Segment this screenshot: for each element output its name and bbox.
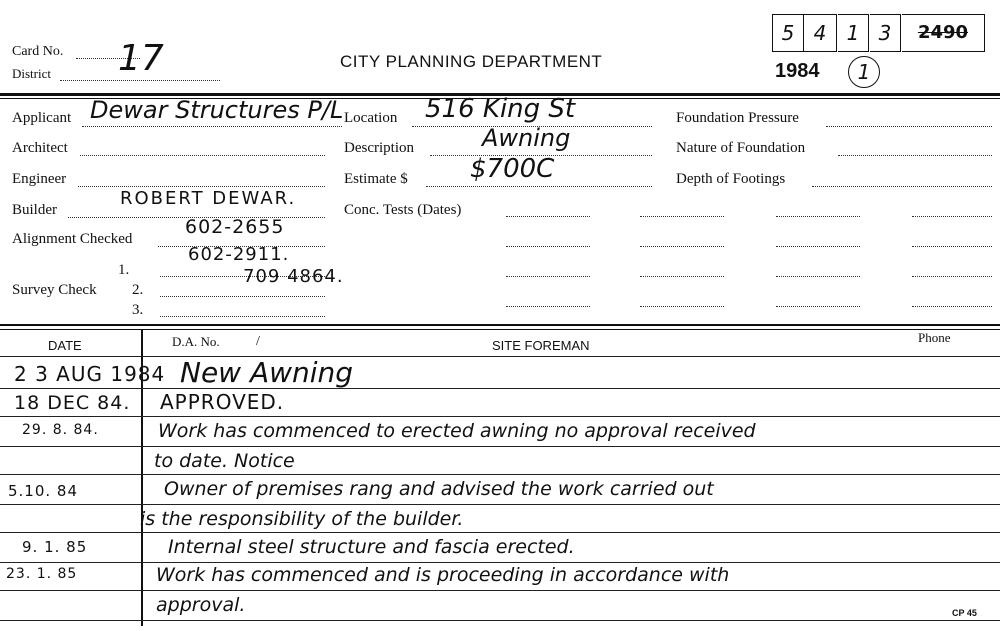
district-label: District bbox=[12, 66, 51, 81]
row-rule bbox=[0, 532, 1000, 533]
log-top-rule-thin bbox=[0, 329, 1000, 330]
description-value: Awning bbox=[482, 124, 571, 152]
applicant-value: Dewar Structures P/L bbox=[90, 96, 344, 124]
row-rule bbox=[0, 446, 1000, 447]
row-rule bbox=[0, 504, 1000, 505]
log-text: is the responsibility of the builder. bbox=[140, 508, 464, 530]
conc-tests-label: Conc. Tests (Dates) bbox=[344, 202, 462, 218]
log-top-rule bbox=[0, 324, 1000, 326]
location-value: 516 King St bbox=[425, 94, 576, 124]
architect-dots bbox=[80, 155, 325, 156]
phone-2: 602-2911. bbox=[188, 244, 290, 265]
builder-label: Builder bbox=[12, 202, 57, 218]
log-date: 18 DEC 84. bbox=[14, 392, 131, 414]
file-digit: 4 bbox=[804, 14, 837, 52]
log-date: 29. 8. 84. bbox=[22, 422, 99, 438]
form-code: CP 45 bbox=[952, 608, 977, 618]
log-date: 2 3 AUG 1984 bbox=[14, 362, 166, 386]
conc-slot bbox=[912, 306, 992, 307]
conc-slot bbox=[640, 246, 724, 247]
log-text: New Awning bbox=[180, 356, 354, 389]
log-text: Work has commenced and is proceeding in accordance with bbox=[156, 564, 730, 586]
struck-number: 2490 bbox=[902, 14, 985, 52]
row-rule bbox=[0, 416, 1000, 417]
location-label: Location bbox=[344, 110, 398, 126]
date-header: DATE bbox=[48, 338, 82, 353]
card-no-value: 17 bbox=[118, 38, 164, 79]
estimate-value: $700C bbox=[470, 154, 555, 184]
applicant-label: Applicant bbox=[12, 110, 72, 126]
depth-dots bbox=[812, 186, 992, 187]
alignment-label: Alignment Checked bbox=[12, 231, 133, 247]
survey-label: Survey Check bbox=[12, 282, 97, 298]
da-value: / bbox=[256, 334, 260, 349]
log-text: APPROVED. bbox=[160, 390, 285, 414]
conc-slot bbox=[640, 306, 724, 307]
foundation-pressure-label: Foundation Pressure bbox=[676, 110, 799, 126]
nature-dots bbox=[838, 155, 992, 156]
conc-slot bbox=[776, 216, 860, 217]
conc-slot bbox=[912, 276, 992, 277]
file-digit: 5 bbox=[772, 14, 804, 52]
row-rule bbox=[0, 562, 1000, 563]
phone-3: 709 4864. bbox=[243, 266, 344, 287]
row-rule bbox=[0, 388, 1000, 389]
log-date: 9. 1. 85 bbox=[22, 538, 88, 556]
log-header-rule bbox=[0, 356, 1000, 357]
estimate-label: Estimate $ bbox=[344, 171, 408, 187]
foundation-pressure-dots bbox=[826, 126, 992, 127]
conc-slot bbox=[506, 276, 590, 277]
alignment-value: 602-2655 bbox=[185, 216, 285, 238]
conc-slot bbox=[506, 246, 590, 247]
conc-slot bbox=[912, 246, 992, 247]
conc-slot bbox=[640, 276, 724, 277]
architect-label: Architect bbox=[12, 140, 68, 156]
log-text: Owner of premises rang and advised the work carried out bbox=[164, 478, 714, 500]
survey-num-3: 3. bbox=[132, 302, 144, 318]
phone-header: Phone bbox=[918, 330, 951, 345]
file-digit: 3 bbox=[870, 14, 901, 52]
log-text: Work has commenced to erected awning no approval received bbox=[158, 420, 756, 442]
depth-label: Depth of Footings bbox=[676, 171, 786, 187]
site-foreman-header: SITE FOREMAN bbox=[492, 338, 590, 353]
year: 1984 bbox=[775, 60, 820, 82]
row-rule bbox=[0, 590, 1000, 591]
card-no-label: Card No. bbox=[12, 44, 64, 59]
survey-num-2: 2. bbox=[132, 282, 144, 298]
log-text: to date. Notice bbox=[154, 450, 295, 472]
applicant-dots bbox=[82, 126, 342, 127]
nature-label: Nature of Foundation bbox=[676, 140, 806, 156]
log-text: Internal steel structure and fascia erected. bbox=[168, 536, 575, 558]
log-date: 5.10. 84 bbox=[8, 482, 79, 500]
conc-slot bbox=[776, 306, 860, 307]
circled-number-text: 1 bbox=[857, 60, 871, 84]
department-title: CITY PLANNING DEPARTMENT bbox=[340, 52, 603, 71]
survey-dots-2 bbox=[160, 296, 325, 297]
da-header: D.A. No. bbox=[172, 334, 220, 349]
district-dots bbox=[60, 80, 220, 81]
log-date: 23. 1. 85 bbox=[6, 566, 78, 582]
conc-slot bbox=[776, 276, 860, 277]
conc-slot bbox=[776, 246, 860, 247]
estimate-dots bbox=[426, 186, 652, 187]
survey-dots-3 bbox=[160, 316, 325, 317]
file-digit: 1 bbox=[838, 14, 869, 52]
row-rule bbox=[0, 474, 1000, 475]
conc-slot bbox=[506, 216, 590, 217]
engineer-label: Engineer bbox=[12, 171, 67, 187]
builder-value: ROBERT DEWAR. bbox=[120, 188, 297, 209]
engineer-dots bbox=[78, 186, 325, 187]
log-text: approval. bbox=[156, 594, 246, 616]
conc-slot bbox=[640, 216, 724, 217]
row-rule bbox=[0, 620, 1000, 621]
conc-slot bbox=[506, 306, 590, 307]
description-label: Description bbox=[344, 140, 414, 156]
conc-slot bbox=[912, 216, 992, 217]
circled-number bbox=[848, 56, 880, 88]
survey-num-1: 1. bbox=[118, 262, 130, 278]
